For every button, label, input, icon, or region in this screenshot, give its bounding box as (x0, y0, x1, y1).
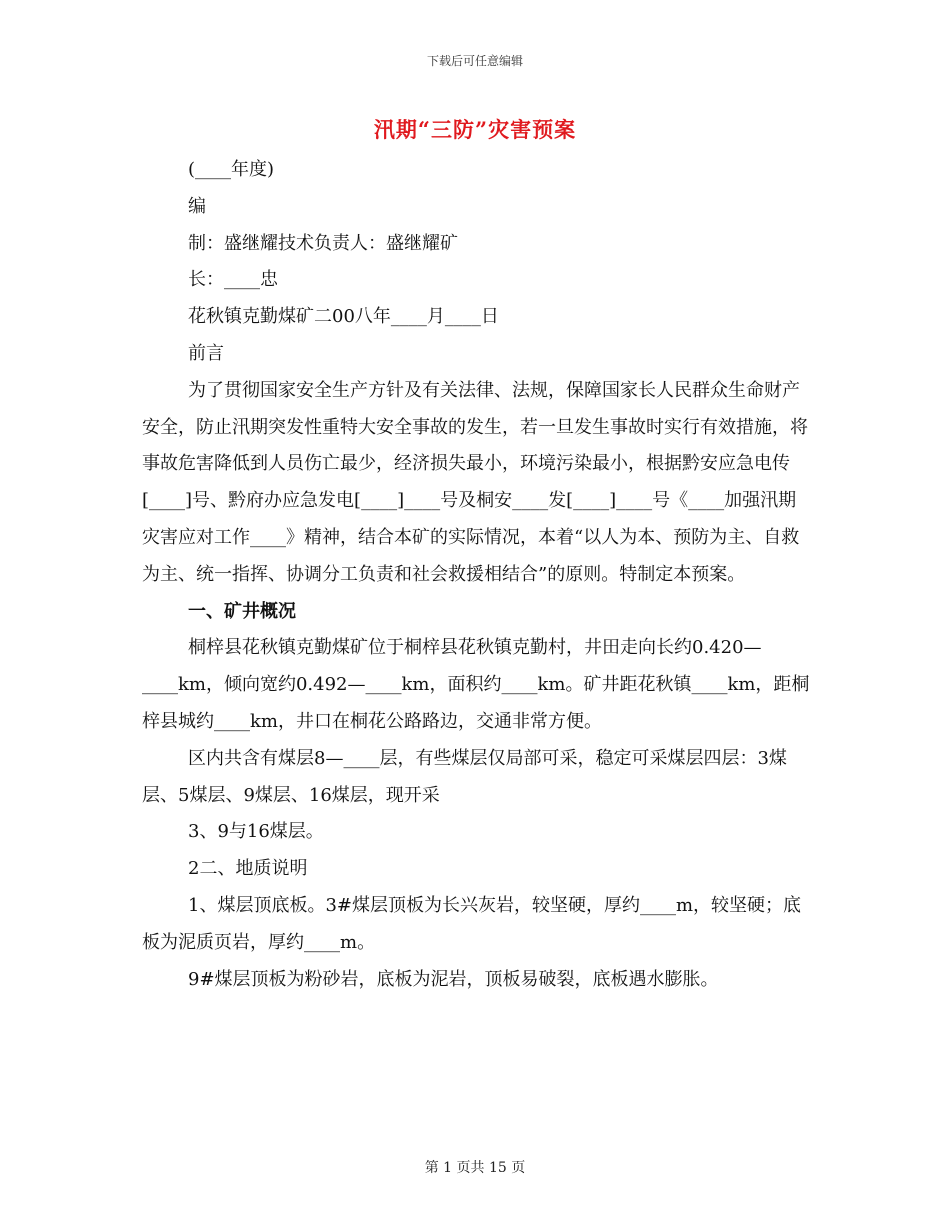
page-footer: 第 1 页共 15 页 (424, 1160, 526, 1176)
date-line: 花秋镇克勤煤矿二00八年____月____日 (188, 306, 499, 328)
document-body (142, 152, 812, 998)
mine-manager-line: 长：____忠 (188, 269, 278, 291)
year-line: (____年度) (188, 159, 275, 180)
document-title: 汛期“三防”灾害预案 (373, 117, 577, 142)
mine-location-paragraph: 桐梓县花秋镇克勤煤矿位于桐梓县花秋镇克勤村，井田走向长约0.420—____km，倾向宽约0.492—____km，面积约____km。矿井距花秋镇____km，距桐梓县城约____km，井口在桐花公路路边，交通非常方便。 (142, 637, 810, 732)
section-heading-geology: 2二、地质说明 (188, 858, 308, 880)
coal-seams-paragraph: 区内共含有煤层8—____层，有些煤层仅局部可采，稳定可采煤层四层：3煤层、5煤层、9煤层、16煤层，现开采 (142, 747, 787, 806)
section-heading-mine-overview: 一、矿井概况 (188, 600, 296, 622)
compiler-line: 制：盛继耀技术负责人：盛继耀矿 (188, 232, 458, 254)
preface-paragraph: 为了贯彻国家安全生产方针及有关法律、法规，保障国家长人民群众生命财产安全，防止汛期突发性重特大安全事故的发生，若一旦发生事故时实行有效措施，将事故危害降低到人员伤亡最少，经济损失最小，环境污染最小，根据黔安应急电传[____]号、黔府办应急发电[____]____号及桐安____发[____]____号《____加强汛期灾害应对工作____》精神，结合本矿的实际情况，本着“以人为本、预防为主、自救为主、统一指挥、协调分工负责和社会救援相结合”的原则。特制定本预案。 (142, 379, 808, 585)
coal-seams-continued: 3、9与16煤层。 (188, 821, 324, 843)
preface-heading: 前言 (188, 342, 224, 364)
seam-9-paragraph: 9#煤层顶板为粉砂岩，底板为泥岩，顶板易破裂，底板遇水膨胀。 (188, 968, 719, 990)
page-header: 下载后可任意编辑 (426, 54, 523, 68)
compiler-label: 编 (188, 195, 206, 217)
roof-floor-paragraph: 1、煤层顶底板。3#煤层顶板为长兴灰岩，较坚硬，厚约____m，较坚硬；底板为泥质页岩，厚约____m。 (142, 894, 802, 953)
